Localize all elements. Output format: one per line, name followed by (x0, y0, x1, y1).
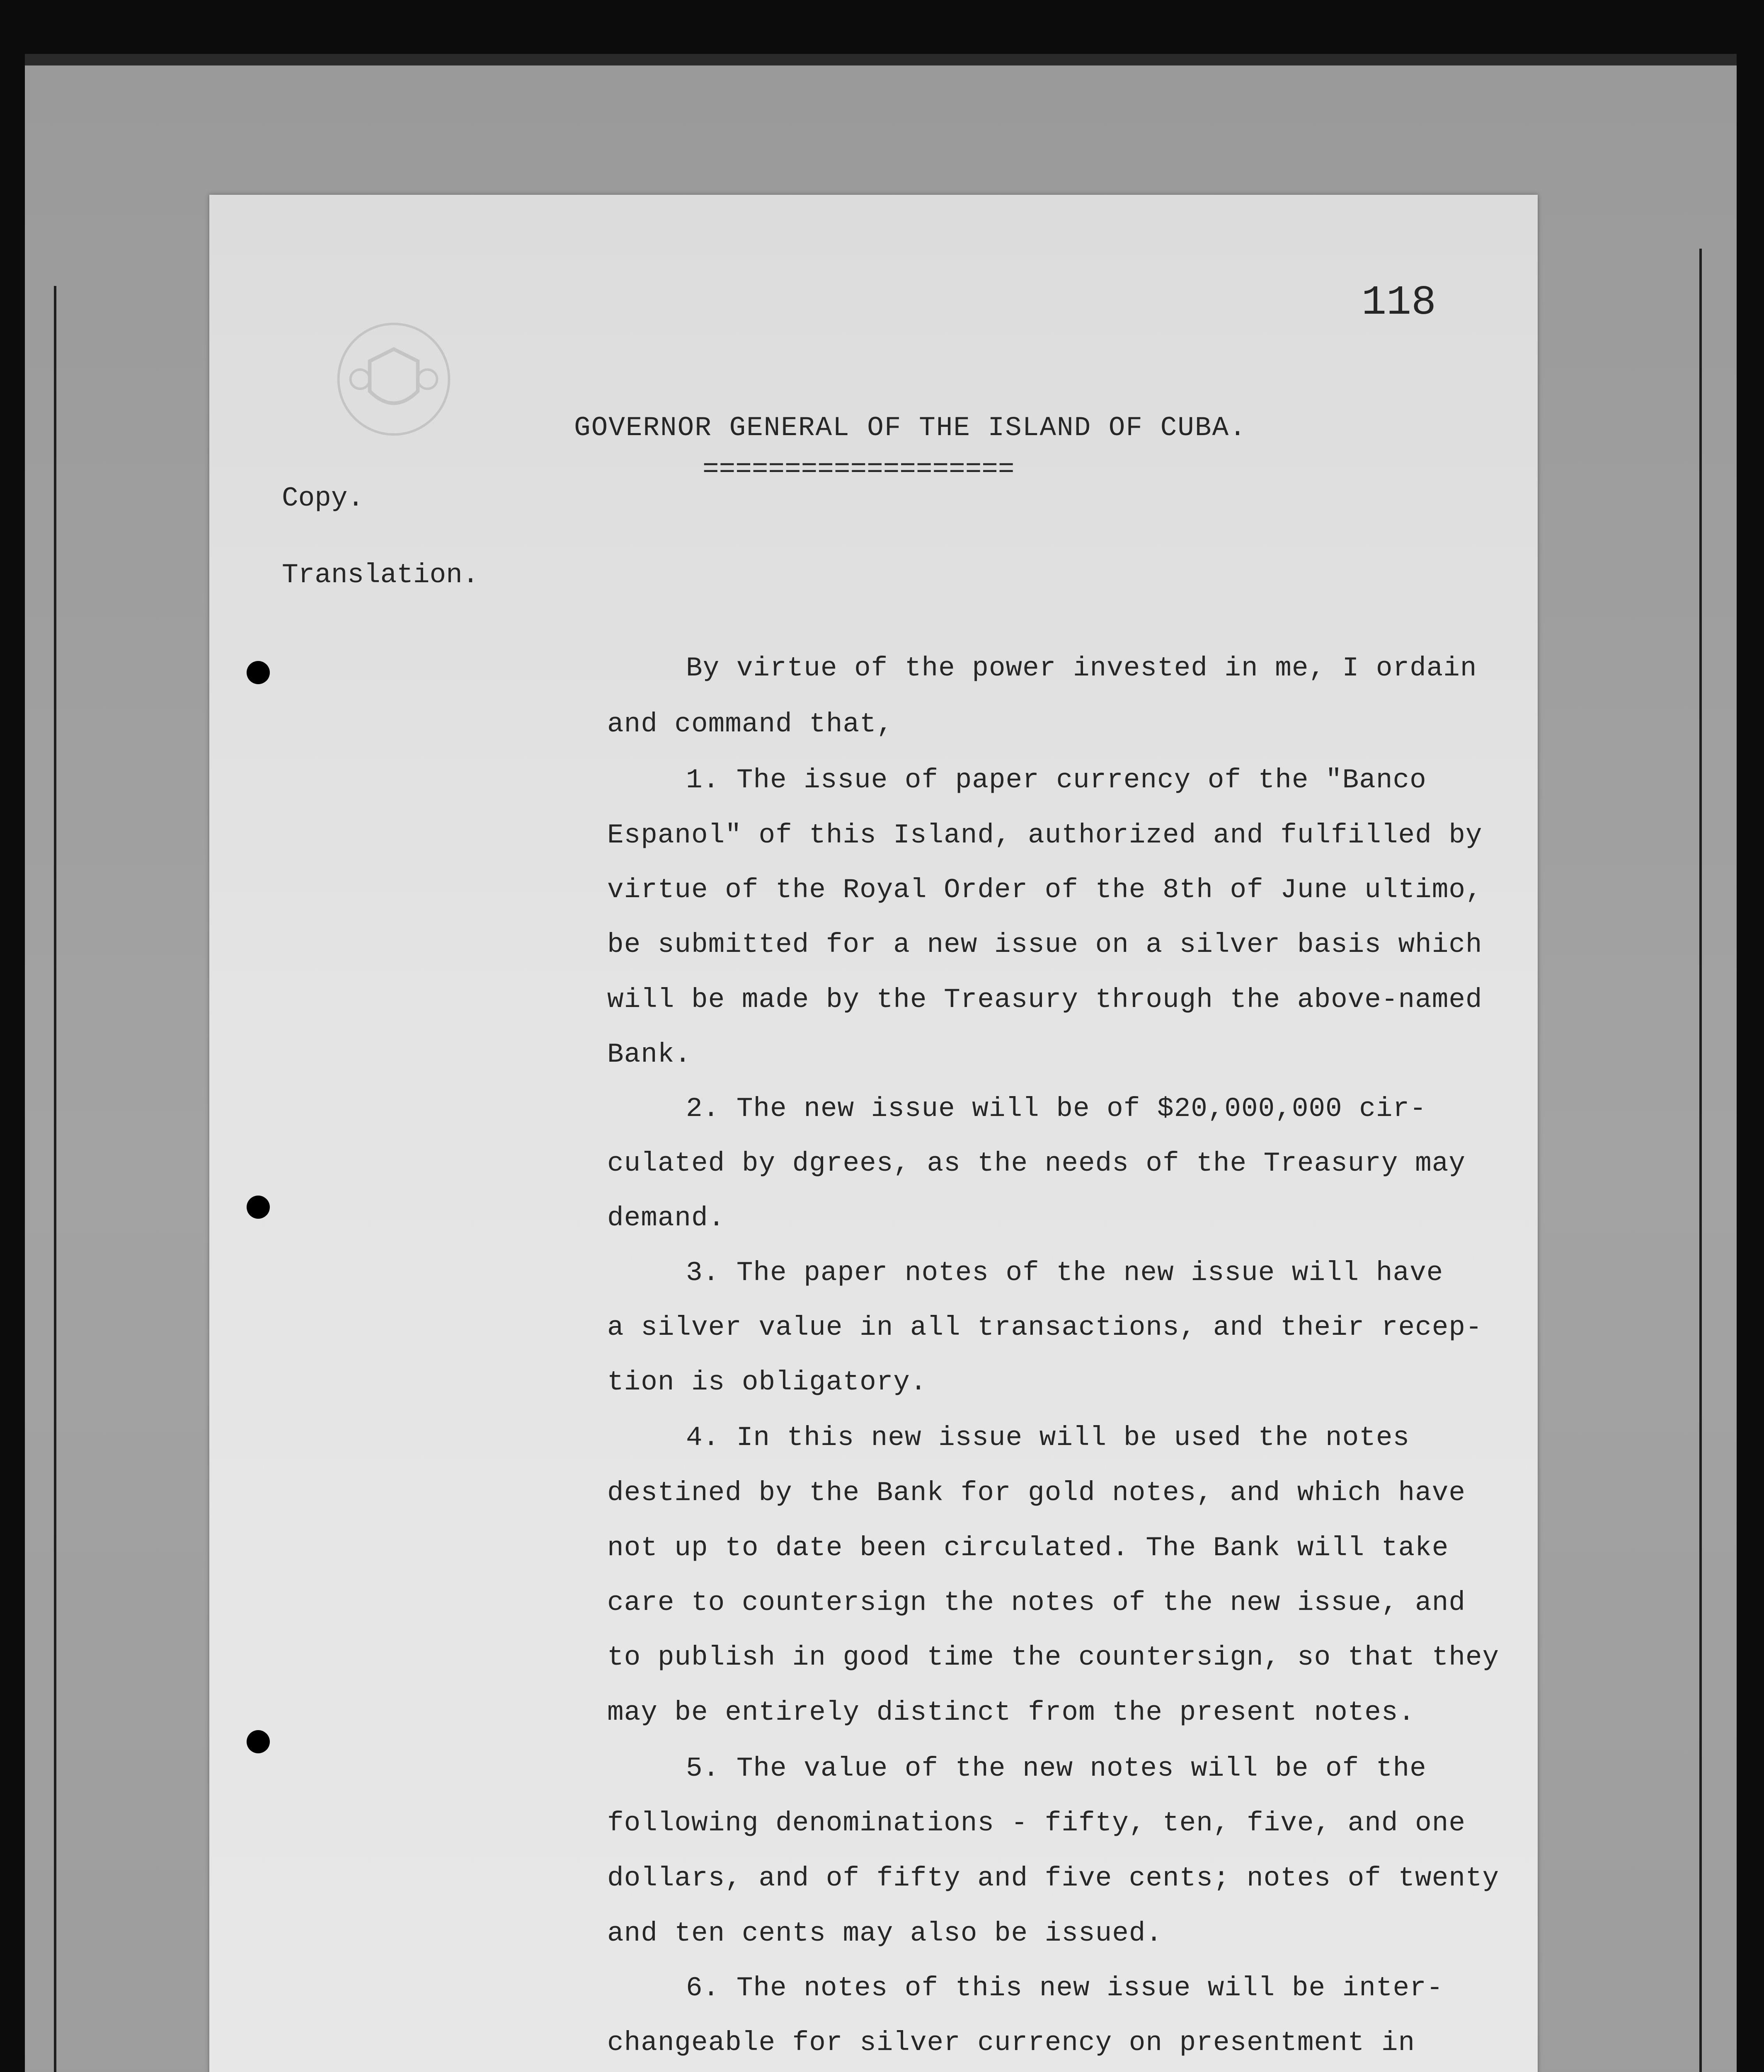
body-line: care to countersign the notes of the new issue, and (607, 1587, 1466, 1618)
body-line: may be entirely distinct from the present notes. (607, 1697, 1415, 1728)
embossed-seal-icon (334, 319, 454, 439)
copy-label: Copy. (282, 483, 364, 514)
binder-hole (247, 661, 270, 684)
body-line: destined by the Bank for gold notes, and which have (607, 1477, 1466, 1508)
body-line: and command that, (607, 709, 894, 740)
body-line: 2. The new issue will be of $20,000,000 cir- (686, 1093, 1427, 1124)
body-line: be submitted for a new issue on a silver basis which (607, 929, 1483, 960)
binder-hole (247, 1196, 270, 1219)
document-page (209, 195, 1538, 2072)
body-line: not up to date been circulated. The Bank will take (607, 1532, 1449, 1564)
body-line: following denominations - fifty, ten, five, and one (607, 1808, 1466, 1839)
body-line: 5. The value of the new notes will be of the (686, 1753, 1427, 1784)
body-line: and ten cents may also be issued. (607, 1918, 1163, 1949)
body-line: dollars, and of fifty and five cents; notes of twenty (607, 1863, 1500, 1894)
mount-left-rule (54, 286, 56, 2072)
body-line: 4. In this new issue will be used the notes (686, 1422, 1410, 1453)
translation-label: Translation. (282, 559, 479, 591)
mount-right-rule (1699, 249, 1702, 2072)
body-line: virtue of the Royal Order of the 8th of June ultimo, (607, 874, 1483, 905)
body-line: tion is obligatory. (607, 1367, 927, 1398)
title-underline: =================== (703, 454, 1015, 485)
document-title: GOVERNOR GENERAL OF THE ISLAND OF CUBA. (574, 412, 1247, 443)
body-line: 1. The issue of paper currency of the "Banco (686, 765, 1427, 796)
microfilm-mount (25, 54, 1737, 2072)
body-line: demand. (607, 1203, 725, 1234)
binder-hole (247, 1730, 270, 1753)
body-line: changeable for silver currency on presentment in (607, 2027, 1415, 2058)
body-line: culated by dgrees, as the needs of the Treasury may (607, 1148, 1466, 1179)
mount-top-edge (25, 54, 1737, 65)
body-line: 6. The notes of this new issue will be inter- (686, 1973, 1444, 2004)
body-line: By virtue of the power invested in me, I ordain (686, 653, 1477, 684)
body-line: 3. The paper notes of the new issue will have (686, 1257, 1444, 1288)
body-line: Espanol" of this Island, authorized and fulfilled by (607, 820, 1483, 851)
body-line: will be made by the Treasury through the above-named (607, 984, 1483, 1015)
body-line: to publish in good time the countersign, so that they (607, 1642, 1500, 1673)
page-number: 118 (1362, 280, 1437, 327)
body-line: Bank. (607, 1039, 692, 1070)
body-line: a silver value in all transactions, and their recep- (607, 1312, 1483, 1343)
